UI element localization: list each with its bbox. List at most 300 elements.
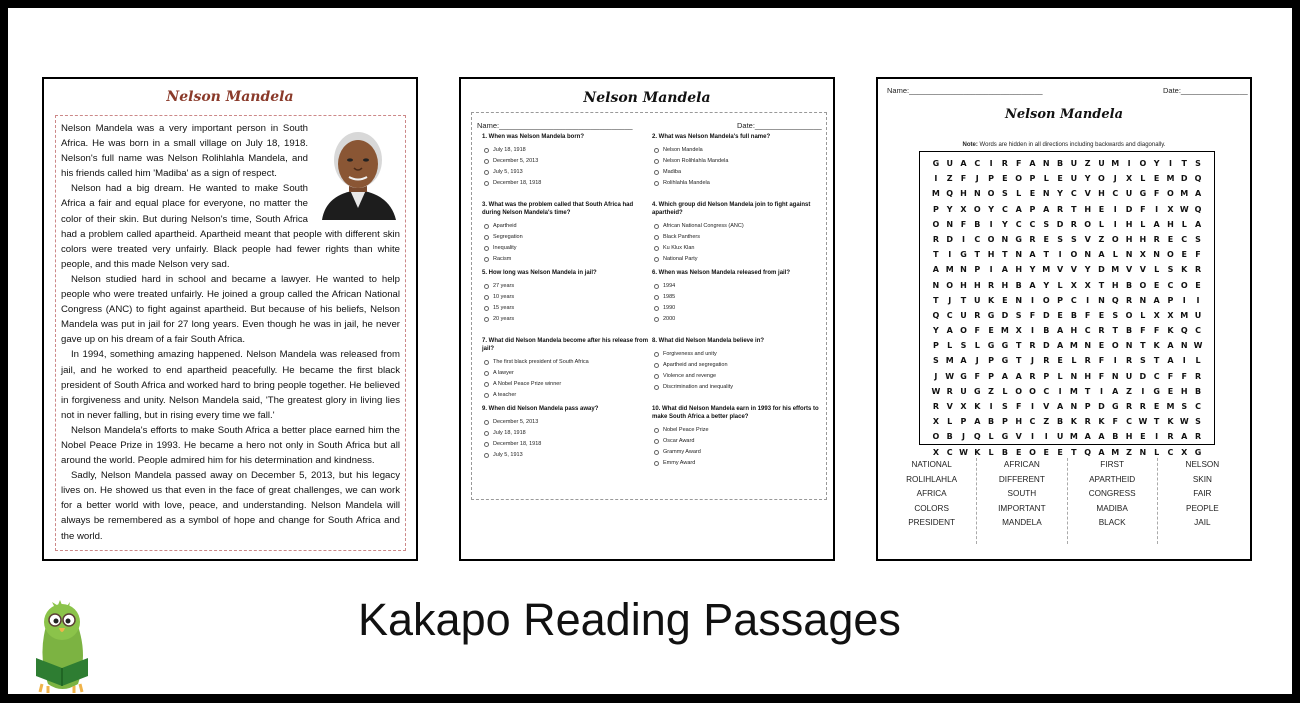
grid-letter: N xyxy=(1125,250,1133,260)
grid-letter: F xyxy=(1112,417,1118,427)
grid-row xyxy=(929,250,1205,265)
grid-row xyxy=(929,159,1205,174)
grid-letter: E xyxy=(1098,204,1105,214)
grid-letter: N xyxy=(1015,295,1023,305)
answer-option: A teacher xyxy=(482,390,652,401)
answer-option: Violence and revenge xyxy=(652,371,822,382)
question-text: 6. When was Nelson Mandela released from jail? xyxy=(652,270,791,276)
grid-letter: J xyxy=(1113,174,1117,184)
grid-letter: I xyxy=(1155,432,1159,442)
grid-letter: Y xyxy=(1043,280,1050,290)
grid-letter: P xyxy=(988,174,995,184)
grid-letter: V xyxy=(1084,189,1091,199)
grid-letter: L xyxy=(974,341,980,351)
grid-letter: H xyxy=(1084,371,1092,381)
grid-letter: A xyxy=(960,356,967,366)
note-text: Words are hidden in all directions including backwards and diagonally. xyxy=(977,142,1166,148)
grid-letter: B xyxy=(974,219,981,229)
grid-letter: Q xyxy=(973,432,981,442)
grid-letter: E xyxy=(1181,250,1187,260)
grid-row xyxy=(929,281,1205,296)
grid-letter: T xyxy=(1015,356,1022,366)
grid-row xyxy=(929,265,1205,280)
grid-letter: C xyxy=(1043,386,1050,396)
word-column xyxy=(977,458,1067,544)
grid-letter: W xyxy=(1138,417,1148,427)
grid-letter: A xyxy=(946,326,953,336)
grid-letter: Q xyxy=(1194,204,1202,214)
grid-letter: R xyxy=(1194,265,1202,275)
grid-letter: J xyxy=(948,295,952,305)
answer-option: Emmy Award xyxy=(652,458,822,469)
grid-letter: L xyxy=(1043,174,1049,184)
word-item: JAIL xyxy=(1194,518,1211,528)
answer-option: December 5, 2013 xyxy=(482,417,652,428)
grid-letter: T xyxy=(1140,341,1146,351)
answer-option: 10 years xyxy=(482,292,652,303)
grid-letter: A xyxy=(1153,295,1160,305)
grid-letter: G xyxy=(1001,341,1009,351)
wordsearch-sheet xyxy=(876,77,1252,561)
word-item: NELSON xyxy=(1185,460,1220,469)
grid-letter: F xyxy=(960,174,967,184)
grid-letter: H xyxy=(1125,234,1133,244)
page-frame xyxy=(8,8,1292,694)
grid-letter: G xyxy=(1194,447,1202,457)
grid-row xyxy=(929,311,1205,326)
grid-letter: I xyxy=(1058,250,1062,260)
grid-letter: L xyxy=(1098,219,1105,229)
grid-letter: T xyxy=(1071,204,1077,214)
grid-letter: A xyxy=(1029,280,1036,290)
grid-letter: F xyxy=(1098,356,1105,366)
answer-option: The first black president of South Africa xyxy=(482,357,652,368)
grid-letter: L xyxy=(988,447,994,457)
grid-letter: R xyxy=(1153,234,1160,244)
grid-letter: C xyxy=(1084,326,1091,336)
grid-letter: D xyxy=(1125,204,1133,214)
grid-letter: M xyxy=(1069,341,1078,351)
grid-letter: B xyxy=(1057,417,1064,427)
grid-letter: F xyxy=(1195,250,1201,260)
grid-letter: C xyxy=(946,447,953,457)
grid-letter: C xyxy=(1195,402,1201,411)
grid-letter: G xyxy=(1111,402,1119,411)
grid-letter: G xyxy=(987,310,995,320)
grid-letter: O xyxy=(1111,341,1119,351)
grid-row xyxy=(929,402,1205,417)
word-item: FAIR xyxy=(1193,489,1212,499)
word-item: NATIONAL xyxy=(911,460,952,469)
grid-letter: L xyxy=(1071,356,1077,366)
grid-letter: S xyxy=(933,356,939,366)
quiz-title: Nelson Mandela xyxy=(583,90,711,106)
grid-letter: B xyxy=(1194,386,1202,396)
grid-letter: H xyxy=(1180,386,1188,396)
answer-option: July 18, 1918 xyxy=(482,145,652,156)
word-item: ROLIHLAHLA xyxy=(906,474,958,484)
grid-letter: F xyxy=(1140,326,1146,336)
grid-letter: L xyxy=(1112,250,1118,260)
grid-letter: H xyxy=(1015,417,1023,427)
grid-letter: E xyxy=(1043,447,1049,457)
grid-letter: A xyxy=(1056,341,1064,351)
grid-letter: Z xyxy=(1098,234,1105,244)
grid-letter: Z xyxy=(1084,159,1091,168)
grid-letter: I xyxy=(1141,386,1145,396)
wordsearch-note xyxy=(878,142,1250,148)
grid-letter: Z xyxy=(1126,386,1132,396)
grid-letter: I xyxy=(962,234,965,244)
grid-letter: E xyxy=(1057,356,1063,366)
grid-letter: K xyxy=(1070,417,1077,427)
question-text: 5. How long was Nelson Mandela in jail? xyxy=(482,270,597,276)
grid-letter: A xyxy=(1029,159,1036,168)
answer-option: Forgiveness and unity xyxy=(652,349,822,360)
grid-letter: A xyxy=(1181,432,1188,442)
grid-letter: B xyxy=(946,432,953,442)
grid-letter: D xyxy=(1180,174,1188,184)
grid-letter: V xyxy=(1070,265,1077,275)
answer-option: A lawyer xyxy=(482,368,652,379)
passage-text-box xyxy=(55,115,406,551)
answer-option: 20 years xyxy=(482,314,652,325)
grid-letter: X xyxy=(1181,447,1188,457)
grid-letter: O xyxy=(1139,280,1147,290)
grid-letter: I xyxy=(1113,204,1117,214)
grid-letter: N xyxy=(1084,341,1092,351)
grid-letter: T xyxy=(1153,356,1160,366)
grid-letter: I xyxy=(1113,356,1117,366)
grid-letter: L xyxy=(947,417,953,427)
answer-option: 1990 xyxy=(652,303,822,314)
word-item: DIFFERENT xyxy=(998,474,1045,484)
grid-letter: N xyxy=(1001,234,1009,244)
answer-option: Discrimination and inequality xyxy=(652,382,822,393)
grid-letter: O xyxy=(1111,234,1119,244)
answer-option: Segregation xyxy=(482,232,652,243)
question-item xyxy=(652,405,822,473)
answer-option: 1985 xyxy=(652,292,822,303)
grid-letter: I xyxy=(1127,159,1131,168)
grid-letter: M xyxy=(1166,402,1175,411)
grid-letter: G xyxy=(974,386,981,396)
grid-letter: C xyxy=(1195,326,1201,336)
grid-letter: H xyxy=(1111,280,1119,290)
grid-row xyxy=(929,220,1205,235)
grid-letter: L xyxy=(1140,310,1146,320)
question-item xyxy=(482,405,652,473)
answer-option: December 5, 2013 xyxy=(482,156,652,167)
grid-row xyxy=(929,174,1205,189)
grid-letter: E xyxy=(1167,386,1174,396)
grid-letter: X xyxy=(960,204,967,214)
grid-letter: Z xyxy=(988,386,994,396)
question-item xyxy=(482,337,652,405)
grid-letter: A xyxy=(974,417,981,427)
grid-letter: O xyxy=(960,326,967,336)
grid-letter: S xyxy=(960,341,967,351)
passage-paragraph: Nelson Mandela's efforts to make South Africa a better place earned him the Nobel Peace Prize in 1993. He became a hero not only in South Africa but all around the world. People admired him for his determination and kindness. xyxy=(61,424,400,467)
grid-letter: C xyxy=(1126,417,1132,427)
grid-row xyxy=(929,235,1205,250)
question-text: 1. When was Nelson Mandela born? xyxy=(482,134,585,140)
grid-letter: L xyxy=(988,432,994,442)
grid-letter: O xyxy=(1167,250,1174,260)
grid-letter: V xyxy=(1056,265,1064,275)
grid-letter: U xyxy=(1098,159,1105,168)
grid-letter: N xyxy=(1070,371,1078,381)
answer-option: Nobel Peace Prize xyxy=(652,425,822,436)
grid-letter: F xyxy=(1167,371,1174,381)
grid-letter: E xyxy=(1140,432,1146,442)
grid-letter: N xyxy=(1180,341,1188,351)
grid-letter: F xyxy=(960,219,967,229)
grid-letter: A xyxy=(1029,250,1036,260)
grid-row xyxy=(929,189,1205,204)
grid-letter: O xyxy=(946,280,954,290)
grid-letter: I xyxy=(1182,356,1186,366)
answer-option: July 5, 1913 xyxy=(482,167,652,178)
grid-letter: H xyxy=(987,250,995,260)
question-text: 8. What did Nelson Mandela believe in? xyxy=(652,338,765,344)
grid-letter: C xyxy=(1029,219,1036,229)
grid-letter: K xyxy=(1181,265,1188,275)
grid-letter: V xyxy=(1139,265,1146,275)
grid-letter: O xyxy=(932,219,940,229)
grid-letter: S xyxy=(1043,219,1050,229)
grid-letter: X xyxy=(932,447,939,457)
grid-letter: I xyxy=(1182,295,1186,305)
grid-letter: G xyxy=(987,341,995,351)
quiz-sheet xyxy=(459,77,835,561)
answer-option: Black Panthers xyxy=(652,232,822,243)
grid-letter: S xyxy=(1181,402,1188,411)
grid-letter: H xyxy=(1084,204,1092,214)
grid-letter: T xyxy=(1098,280,1105,290)
grid-letter: F xyxy=(1084,310,1091,320)
answer-option: African National Congress (ANC) xyxy=(652,221,822,232)
grid-letter: W xyxy=(945,371,955,381)
grid-letter: A xyxy=(932,265,939,275)
grid-letter: K xyxy=(974,447,981,457)
grid-letter: C xyxy=(1167,447,1174,457)
grid-letter: T xyxy=(1015,341,1022,351)
grid-letter: O xyxy=(1029,447,1036,457)
grid-letter: K xyxy=(1153,341,1160,351)
grid-letter: R xyxy=(1029,371,1036,381)
grid-letter: N xyxy=(1111,371,1119,381)
grid-letter: T xyxy=(1043,250,1049,260)
grid-letter: I xyxy=(989,159,993,168)
word-item: BLACK xyxy=(1098,518,1126,528)
grid-letter: M xyxy=(1180,189,1189,199)
grid-letter: W xyxy=(959,447,968,457)
word-column xyxy=(887,458,977,544)
grid-letter: C xyxy=(1112,189,1119,199)
grid-letter: H xyxy=(1070,326,1078,336)
grid-letter: O xyxy=(1029,386,1036,396)
answer-option: Racism xyxy=(482,254,652,265)
grid-row xyxy=(929,356,1205,371)
grid-letter: M xyxy=(1111,447,1120,457)
grid-letter: S xyxy=(1195,159,1201,168)
word-item: PRESIDENT xyxy=(908,518,956,528)
word-item: AFRICAN xyxy=(1003,460,1040,469)
grid-letter: M xyxy=(1042,265,1051,275)
word-column xyxy=(1158,458,1247,544)
grid-letter: O xyxy=(1070,250,1078,260)
word-list xyxy=(887,458,1247,544)
grid-letter: I xyxy=(989,219,993,229)
grid-letter: A xyxy=(1167,356,1174,366)
grid-letter: G xyxy=(1015,234,1022,244)
grid-letter: W xyxy=(931,386,941,396)
grid-letter: C xyxy=(1015,219,1022,229)
grid-letter: G xyxy=(1153,386,1160,396)
grid-letter: L xyxy=(947,341,953,351)
question-item xyxy=(652,201,822,269)
grid-letter: Y xyxy=(1153,159,1160,168)
grid-letter: Q xyxy=(1084,447,1092,457)
grid-letter: L xyxy=(1016,189,1022,199)
grid-letter: T xyxy=(933,295,939,305)
grid-letter: D xyxy=(1001,310,1009,320)
grid-letter: I xyxy=(1196,295,1200,305)
grid-letter: M xyxy=(1111,265,1120,275)
grid-letter: S xyxy=(1195,417,1201,427)
word-item: COLORS xyxy=(914,503,949,513)
grid-letter: Y xyxy=(1029,265,1036,275)
word-item: APARTHEID xyxy=(1089,474,1136,484)
grid-letter: J xyxy=(962,432,965,442)
grid-letter: R xyxy=(1043,356,1050,366)
grid-letter: P xyxy=(988,356,995,366)
grid-letter: E xyxy=(1098,341,1105,351)
word-item: PEOPLE xyxy=(1185,503,1219,513)
grid-letter: W xyxy=(1193,341,1203,351)
grid-letter: C xyxy=(1029,417,1036,427)
grid-letter: U xyxy=(946,159,953,168)
question-text: 3. What was the problem called that South Africa had during Nelson Mandela's time? xyxy=(482,202,634,216)
grid-letter: I xyxy=(1030,295,1034,305)
grid-letter: Z xyxy=(1126,447,1132,457)
grid-letter: H xyxy=(973,280,981,290)
kakapo-parrot-icon xyxy=(28,596,96,694)
grid-letter: G xyxy=(1139,189,1147,199)
grid-letter: S xyxy=(1112,310,1119,320)
answer-option: 1994 xyxy=(652,281,822,292)
grid-letter: X xyxy=(1153,310,1160,320)
grid-letter: A xyxy=(1056,326,1064,336)
grid-letter: P xyxy=(932,204,939,214)
grid-letter: J xyxy=(1030,356,1034,366)
grid-letter: C xyxy=(974,234,981,244)
word-item: MANDELA xyxy=(1002,518,1042,528)
grid-letter: R xyxy=(1125,356,1133,366)
grid-letter: X xyxy=(1125,174,1133,184)
grid-letter: N xyxy=(1139,295,1147,305)
grid-letter: S xyxy=(1139,356,1146,366)
grid-letter: P xyxy=(974,265,981,275)
grid-letter: O xyxy=(1098,174,1105,184)
passage-title: Nelson Mandela xyxy=(166,89,294,105)
grid-letter: P xyxy=(960,417,967,427)
grid-letter: H xyxy=(1125,219,1133,229)
grid-letter: X xyxy=(960,402,967,411)
grid-letter: D xyxy=(1098,402,1105,411)
grid-letter: I xyxy=(989,402,993,411)
grid-letter: G xyxy=(1001,356,1009,366)
grid-letter: D xyxy=(946,234,954,244)
grid-letter: W xyxy=(1179,204,1189,214)
grid-letter: K xyxy=(987,295,995,305)
answer-option: Madiba xyxy=(652,167,822,178)
grid-letter: X xyxy=(1167,204,1174,214)
grid-letter: S xyxy=(1015,310,1022,320)
grid-letter: G xyxy=(1001,432,1009,442)
grid-letter: B xyxy=(1112,432,1119,442)
grid-letter: I xyxy=(989,265,993,275)
grid-letter: S xyxy=(1195,234,1201,244)
grid-letter: R xyxy=(932,234,939,244)
brand-name: Kakapo Reading Passages xyxy=(358,594,901,645)
grid-letter: E xyxy=(1195,280,1201,290)
grid-row xyxy=(929,432,1205,447)
grid-letter: N xyxy=(946,219,954,229)
grid-letter: L xyxy=(1140,174,1146,184)
grid-letter: O xyxy=(987,234,995,244)
grid-letter: L xyxy=(1195,356,1201,366)
grid-letter: A xyxy=(1167,341,1174,351)
answer-option: 2000 xyxy=(652,314,822,325)
grid-letter: P xyxy=(1057,295,1063,305)
grid-letter: R xyxy=(1098,326,1105,336)
question-text: 10. What did Nelson Mandela earn in 1993 for his efforts to make South Africa a better place? xyxy=(652,406,819,420)
grid-letter: E xyxy=(1057,174,1063,184)
grid-letter: R xyxy=(946,386,953,396)
quiz-name-field: Name:________________________________ xyxy=(477,121,633,130)
grid-letter: A xyxy=(1056,402,1064,411)
grid-letter: M xyxy=(1000,326,1009,336)
question-item xyxy=(482,269,652,337)
question-item xyxy=(482,133,652,201)
answer-option: Apartheid and segregation xyxy=(652,360,822,371)
grid-letter: Q xyxy=(1194,174,1202,184)
grid-letter: T xyxy=(1181,159,1187,168)
grid-letter: F xyxy=(1153,326,1160,336)
grid-letter: O xyxy=(1167,189,1174,199)
grid-letter: I xyxy=(1155,204,1159,214)
grid-letter: N xyxy=(1042,159,1050,168)
grid-letter: T xyxy=(1071,447,1077,457)
grid-letter: E xyxy=(1153,402,1160,411)
grid-letter: T xyxy=(1153,417,1160,427)
grid-letter: X xyxy=(1139,250,1146,260)
grid-letter: H xyxy=(960,280,967,290)
answer-option: Apartheid xyxy=(482,221,652,232)
grid-letter: D xyxy=(1042,310,1050,320)
grid-letter: F xyxy=(1015,402,1022,411)
wordsearch-date-field: Date:________________ xyxy=(1163,86,1248,95)
grid-letter: T xyxy=(974,250,981,260)
grid-letter: R xyxy=(1056,204,1064,214)
question-text: 2. What was Nelson Mandela's full name? xyxy=(652,134,771,140)
grid-letter: A xyxy=(1194,219,1202,229)
grid-letter: A xyxy=(1098,250,1105,260)
question-item xyxy=(652,269,822,337)
answer-option: National Party xyxy=(652,254,822,265)
